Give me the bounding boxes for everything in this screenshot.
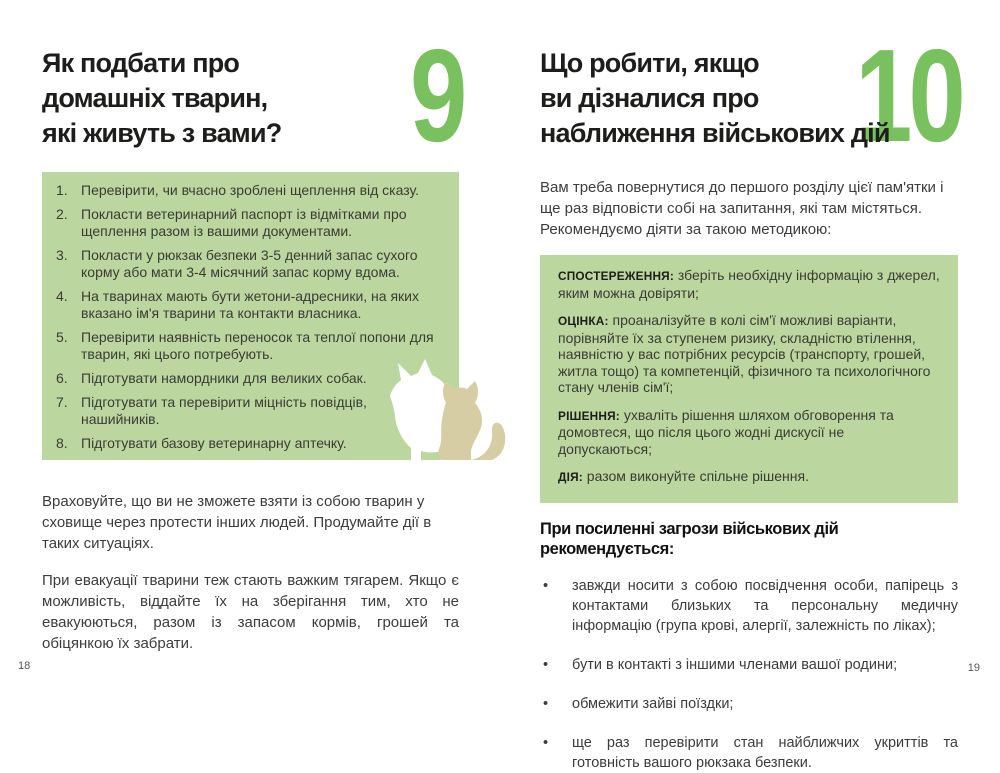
- method-step-text: зберіть необхідну інформацію з джерел, яким можна довіряти;: [558, 267, 940, 301]
- recommendations-list: [540, 576, 958, 773]
- method-step-observation: [558, 267, 940, 301]
- checklist-item: 2. Покласти ветеринарний паспорт із відмітками про щеплення разом із вашими документами.: [56, 206, 407, 240]
- bullet-icon: •: [543, 735, 549, 752]
- intro-paragraph: Вам треба повернутися до першого розділу цієї пам'ятки і ще раз відповісти собі на запитання, які там містяться. Рекомендуємо діяти за такою методикою:: [540, 179, 944, 239]
- title-line: Що робити, якщо: [540, 48, 759, 78]
- title-line: Як подбати про: [42, 48, 240, 78]
- bullet-icon: •: [543, 657, 549, 674]
- paragraph: При евакуації тварини теж стають важким тягарем. Якщо є можливість, віддайте їх на зберігання тим, хто не евакуюються, разом із запасом кормів, грошей та обіцянкою їх забрати.: [42, 572, 459, 653]
- list-item: • завжди носити з собою посвідчення особи, папірець з контактами близьких та персональну медичну інформацію (група крові, алергії, залежність по ліках);: [540, 576, 958, 636]
- left-page: [42, 0, 463, 708]
- section-number-9: 9: [409, 22, 463, 169]
- page-number-left: 18: [18, 660, 31, 672]
- list-item: • ще раз перевірити стан найближчих укриттів та готовність вашого рюкзака безпеки.: [540, 733, 958, 773]
- method-step-assessment: [558, 312, 940, 396]
- paragraph: Враховуйте, що ви не зможете взяти із собою тварин у сховище через протести інших людей. Продумайте дії в таких ситуаціях.: [42, 493, 432, 553]
- page-number-right: 19: [967, 662, 980, 674]
- method-step-text: ухваліть рішення шляхом обговорення та домовтеся, що після цього жодні дискусії не допускаються;: [558, 406, 894, 457]
- left-page-body: [42, 491, 459, 654]
- title-line: ви дізналися про: [540, 83, 759, 114]
- method-step-text: проаналізуйте в колі сім'ї можливі варіанти, порівняйте їх за ступенем ризику, складністю втілення, наявністю у вас потрібних ресурсів (транспорту, грошей, житла тощо) та компетенцій, фізичного та психологічного стану членів сім'ї;: [558, 312, 931, 396]
- method-step-label: ДІЯ:: [558, 470, 583, 485]
- section-number-10: 10: [855, 22, 962, 169]
- method-step-label: ОЦІНКА:: [558, 314, 609, 329]
- title-line: наближення військових дій: [540, 118, 890, 149]
- pets-illustration: [380, 356, 512, 460]
- pet-checklist-box: [42, 172, 459, 460]
- checklist-item: 3. Покласти у рюкзак безпеки 3-5 денний запас сухого корму або мати 3-4 місячний запас корму вдома.: [56, 247, 418, 281]
- method-step-action: [558, 468, 940, 486]
- recommendations-heading: При посиленні загрози військових дій рекомендується:: [540, 519, 839, 558]
- method-step-text: разом виконуйте спільне рішення.: [586, 468, 809, 485]
- method-step-decision: [558, 407, 940, 458]
- right-page: [540, 0, 962, 772]
- method-box: [540, 255, 958, 503]
- right-page-title: [540, 46, 958, 151]
- checklist-item: 1. Перевірити, чи вчасно зроблені щеплення від сказу.: [56, 182, 419, 199]
- method-step-label: СПОСТЕРЕЖЕННЯ:: [558, 269, 674, 284]
- checklist-item: 6. Підготувати намордники для великих собак.: [56, 370, 367, 387]
- title-line: домашніх тварин,: [42, 83, 268, 114]
- bullet-icon: •: [543, 578, 549, 595]
- list-item: • обмежити зайві поїздки;: [540, 694, 958, 714]
- checklist-item: 4. На тваринах мають бути жетони-адресники, на яких вказано ім'я тварини та контакти власника.: [56, 288, 419, 322]
- checklist-item: 7. Підготувати та перевірити міцність повідців, нашийників.: [56, 394, 367, 428]
- list-item: • бути в контакті з іншими членами вашої родини;: [540, 655, 958, 675]
- bullet-icon: •: [543, 696, 549, 713]
- title-line: які живуть з вами?: [42, 118, 282, 149]
- checklist-item: 5. Перевірити наявність переносок та теплої попони для тварин, які цього потребують.: [56, 329, 434, 363]
- checklist-item: 8. Підготувати базову ветеринарну аптечку.: [56, 435, 347, 452]
- cat-silhouette-icon: [438, 381, 505, 460]
- method-step-label: РІШЕННЯ:: [558, 408, 620, 423]
- left-page-title: [42, 46, 459, 151]
